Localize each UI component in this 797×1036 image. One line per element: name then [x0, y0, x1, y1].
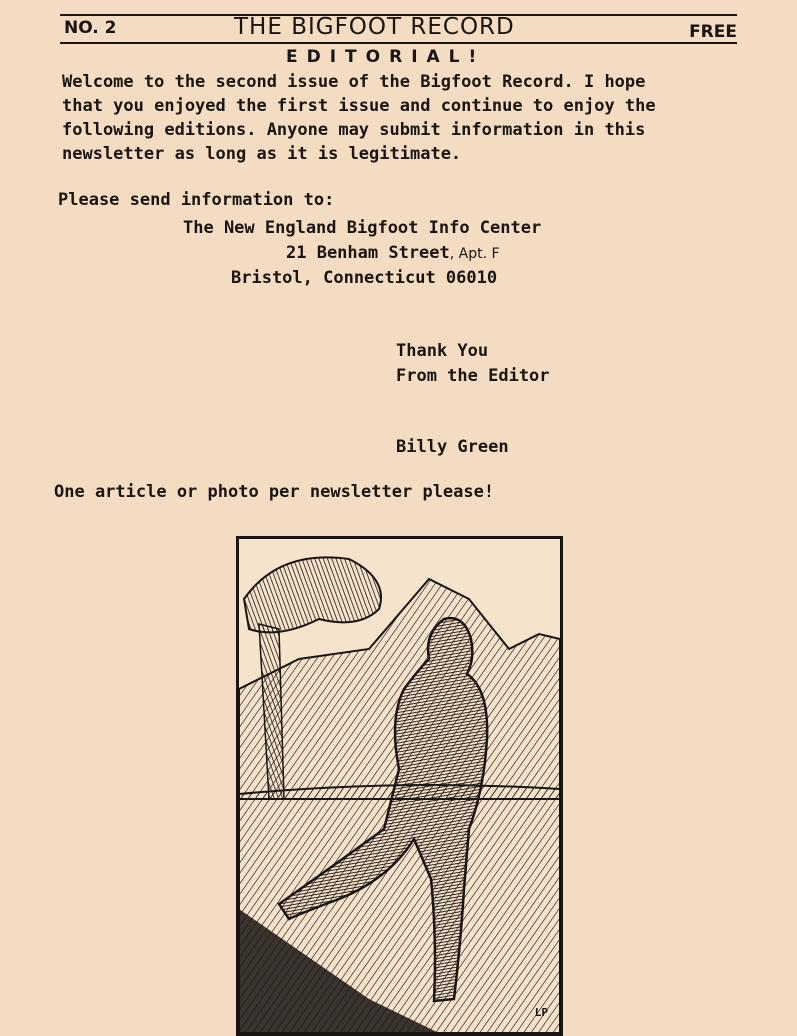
section-heading: EDITORIAL!	[286, 47, 486, 67]
editor-name: Billy Green	[396, 437, 509, 457]
welcome-line: following editions. Anyone may submit information in this	[62, 120, 646, 140]
apartment-text: , Apt. F	[449, 246, 500, 262]
welcome-line: Welcome to the second issue of the Bigfoot Record. I hope	[62, 72, 646, 92]
address-street	[286, 243, 500, 263]
newsletter-title: THE BIGFOOT RECORD	[234, 14, 515, 40]
masthead-bottom-rule	[60, 42, 737, 44]
submission-note: One article or photo per newsletter please!	[54, 482, 495, 502]
welcome-line: newsletter as long as it is legitimate.	[62, 144, 462, 164]
send-label: Please send information to:	[58, 190, 335, 210]
welcome-line: that you enjoyed the first issue and continue to enjoy the	[62, 96, 656, 116]
tree-canopy	[244, 557, 381, 632]
price-label: FREE	[689, 22, 737, 42]
artist-initials: LP	[534, 1006, 548, 1019]
street-text: 21 Benham Street	[286, 243, 450, 263]
bigfoot-illustration	[236, 536, 563, 1036]
address-org: The New England Bigfoot Info Center	[183, 218, 542, 238]
address-city: Bristol, Connecticut 06010	[231, 268, 498, 288]
issue-number: NO. 2	[64, 18, 117, 38]
signoff-thanks: Thank You	[396, 341, 489, 361]
masthead	[60, 14, 737, 44]
signoff-from: From the Editor	[396, 366, 550, 386]
bigfoot-drawing	[239, 539, 560, 1033]
